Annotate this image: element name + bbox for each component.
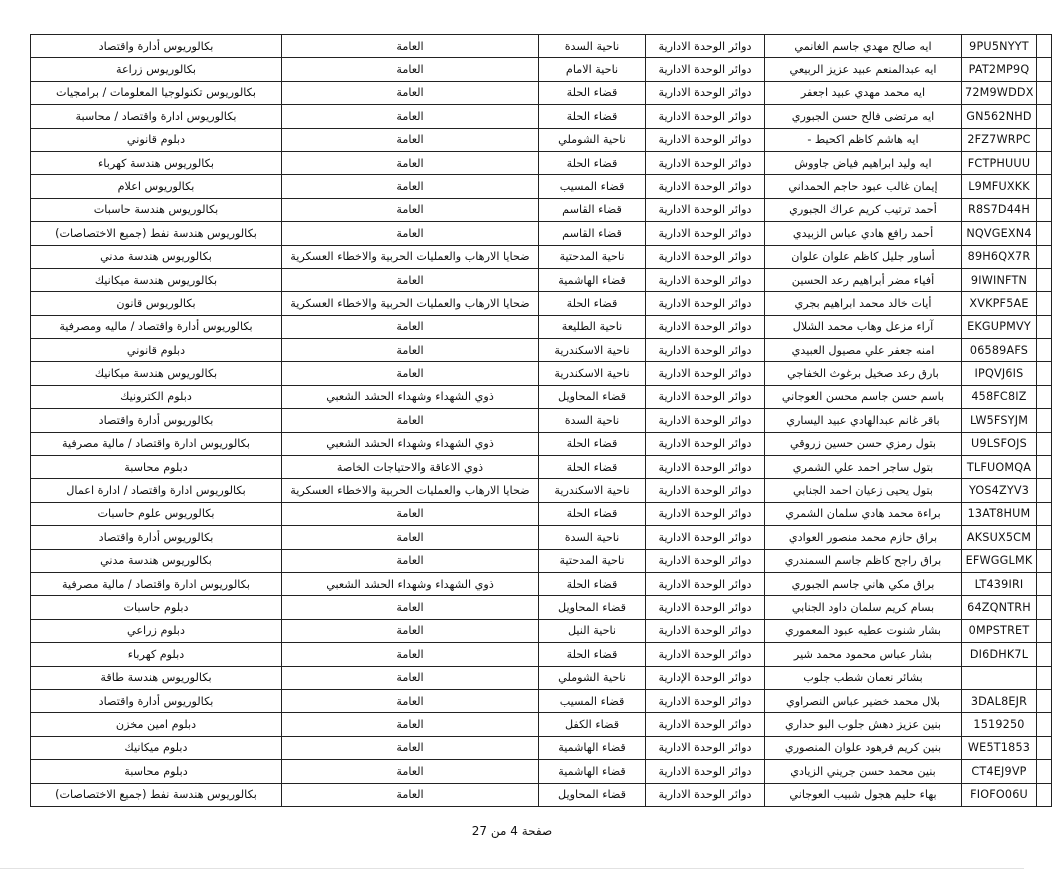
district-cell: ناحية الاسكندرية — [539, 479, 646, 502]
table-row — [31, 409, 1052, 432]
administrative-unit-cell: دوائر الوحدة الادارية — [646, 619, 765, 642]
candidate-name-cell: باقر غانم عبدالهادي عبيد اليساري — [765, 409, 962, 432]
category-cell: العامة — [282, 666, 539, 689]
administrative-unit-cell: دوائر الوحدة الادارية — [646, 456, 765, 479]
district-cell: قضاء الهاشمية — [539, 736, 646, 759]
table-row — [31, 432, 1052, 455]
row-edge-cell — [1037, 245, 1052, 268]
table-row — [31, 58, 1052, 81]
degree-cell: دبلوم حاسبات — [31, 596, 282, 619]
administrative-unit-cell: دوائر الوحدة الادارية — [646, 385, 765, 408]
row-edge-cell — [1037, 151, 1052, 174]
degree-cell: بكالوريوس هندسة ميكانيك — [31, 362, 282, 385]
candidate-name-cell: بنين عزيز دهش جلوب البو حداري — [765, 713, 962, 736]
table-row — [31, 526, 1052, 549]
row-edge-cell — [1037, 432, 1052, 455]
row-edge-cell — [1037, 502, 1052, 525]
degree-cell: بكالوريوس هندسة نفط (جميع الاختصاصات) — [31, 222, 282, 245]
administrative-unit-cell: دوائر الوحدة الادارية — [646, 572, 765, 595]
candidate-code-cell: CT4EJ9VP — [962, 760, 1037, 783]
row-edge-cell — [1037, 713, 1052, 736]
row-edge-cell — [1037, 222, 1052, 245]
degree-cell: بكالوريوس علوم حاسبات — [31, 502, 282, 525]
category-cell: ضحايا الارهاب والعمليات الحربية والاخطاء العسكرية — [282, 245, 539, 268]
district-cell: ناحية المدحتية — [539, 245, 646, 268]
administrative-unit-cell: دوائر الوحدة الادارية — [646, 549, 765, 572]
district-cell: ناحية السدة — [539, 526, 646, 549]
category-cell: العامة — [282, 502, 539, 525]
candidate-name-cell: بنين كريم فرهود علوان المنصوري — [765, 736, 962, 759]
administrative-unit-cell: دوائر الوحدة الادارية — [646, 222, 765, 245]
page-edge-line — [0, 868, 1024, 869]
table-row — [31, 643, 1052, 666]
degree-cell: بكالوريوس زراعة — [31, 58, 282, 81]
row-edge-cell — [1037, 456, 1052, 479]
candidate-name-cell: أساور جليل كاظم علوان علوان — [765, 245, 962, 268]
administrative-unit-cell: دوائر الوحدة الادارية — [646, 596, 765, 619]
table-row — [31, 502, 1052, 525]
table-row — [31, 619, 1052, 642]
degree-cell: بكالوريوس اعلام — [31, 175, 282, 198]
row-edge-cell — [1037, 783, 1052, 806]
candidate-name-cell: بسام كريم سلمان داود الجنابي — [765, 596, 962, 619]
district-cell: ناحية المدحتية — [539, 549, 646, 572]
administrative-unit-cell: دوائر الوحدة الادارية — [646, 175, 765, 198]
district-cell: قضاء المحاويل — [539, 596, 646, 619]
district-cell: قضاء الحلة — [539, 456, 646, 479]
degree-cell: بكالوريوس ادارة واقتصاد / مالية مصرفية — [31, 432, 282, 455]
candidate-name-cell: ايه صالح مهدي جاسم الغانمي — [765, 35, 962, 58]
degree-cell: دبلوم الكترونيك — [31, 385, 282, 408]
degree-cell: بكالوريوس أدارة واقتصاد — [31, 526, 282, 549]
administrative-unit-cell: دوائر الوحدة الادارية — [646, 362, 765, 385]
degree-cell: دبلوم محاسبة — [31, 456, 282, 479]
degree-cell: بكالوريوس هندسة مدني — [31, 549, 282, 572]
candidate-code-cell: LT439IRI — [962, 572, 1037, 595]
row-edge-cell — [1037, 689, 1052, 712]
row-edge-cell — [1037, 643, 1052, 666]
administrative-unit-cell: دوائر الوحدة الادارية — [646, 713, 765, 736]
administrative-unit-cell: دوائر الوحدة الادارية — [646, 479, 765, 502]
district-cell: قضاء الحلة — [539, 502, 646, 525]
degree-cell: دبلوم امين مخزن — [31, 713, 282, 736]
degree-cell: دبلوم ميكانيك — [31, 736, 282, 759]
row-edge-cell — [1037, 339, 1052, 362]
candidate-code-cell: GN562NHD — [962, 105, 1037, 128]
candidate-code-cell: XVKPF5AE — [962, 292, 1037, 315]
district-cell: ناحية السدة — [539, 409, 646, 432]
category-cell: ذوي الاعاقة والاحتياجات الخاصة — [282, 456, 539, 479]
candidate-code-cell: FIOFO06U — [962, 783, 1037, 806]
candidate-name-cell: براق حازم محمد منصور العوادي — [765, 526, 962, 549]
candidate-name-cell: بارق رعد صخيل برغوث الخفاجي — [765, 362, 962, 385]
administrative-unit-cell: دوائر الوحدة الادارية — [646, 268, 765, 291]
category-cell: العامة — [282, 315, 539, 338]
candidate-code-cell: TLFUOMQA — [962, 456, 1037, 479]
administrative-unit-cell: دوائر الوحدة الادارية — [646, 315, 765, 338]
candidate-name-cell: بشار عباس محمود محمد شير — [765, 643, 962, 666]
candidate-code-cell: 64ZQNTRH — [962, 596, 1037, 619]
row-edge-cell — [1037, 128, 1052, 151]
degree-cell: دبلوم زراعي — [31, 619, 282, 642]
candidate-code-cell: PAT2MP9Q — [962, 58, 1037, 81]
category-cell: العامة — [282, 643, 539, 666]
administrative-unit-cell: دوائر الوحدة الادارية — [646, 502, 765, 525]
row-edge-cell — [1037, 572, 1052, 595]
candidate-code-cell: U9LSFOJS — [962, 432, 1037, 455]
category-cell: العامة — [282, 35, 539, 58]
district-cell: ناحية الامام — [539, 58, 646, 81]
district-cell: قضاء المحاويل — [539, 783, 646, 806]
table-row — [31, 572, 1052, 595]
table-row — [31, 736, 1052, 759]
category-cell: العامة — [282, 713, 539, 736]
candidate-code-cell: AKSUX5CM — [962, 526, 1037, 549]
district-cell: قضاء المسيب — [539, 689, 646, 712]
category-cell: العامة — [282, 362, 539, 385]
candidate-code-cell: DI6DHK7L — [962, 643, 1037, 666]
category-cell: العامة — [282, 128, 539, 151]
table-row — [31, 713, 1052, 736]
administrative-unit-cell: دوائر الوحدة الادارية — [646, 128, 765, 151]
administrative-unit-cell: دوائر الوحدة الادارية — [646, 643, 765, 666]
row-edge-cell — [1037, 385, 1052, 408]
row-edge-cell — [1037, 292, 1052, 315]
district-cell: قضاء القاسم — [539, 222, 646, 245]
candidate-code-cell: R8S7D44H — [962, 198, 1037, 221]
candidate-code-cell: IPQVJ6IS — [962, 362, 1037, 385]
candidate-name-cell: إيمان غالب عبود حاجم الحمداني — [765, 175, 962, 198]
row-edge-cell — [1037, 175, 1052, 198]
administrative-unit-cell: دوائر الوحدة الادارية — [646, 760, 765, 783]
candidate-name-cell: باسم حسن جاسم محسن العوجاني — [765, 385, 962, 408]
degree-cell: بكالوريوس ادارة واقتصاد / محاسبة — [31, 105, 282, 128]
candidate-name-cell: أفياء مضر أبراهيم رعد الحسين — [765, 268, 962, 291]
table-row — [31, 175, 1052, 198]
candidates-table — [30, 34, 1052, 807]
table-row — [31, 760, 1052, 783]
district-cell: ناحية الاسكندرية — [539, 362, 646, 385]
degree-cell: بكالوريوس هندسة نفط (جميع الاختصاصات) — [31, 783, 282, 806]
category-cell: ذوي الشهداء وشهداء الحشد الشعبي — [282, 572, 539, 595]
district-cell: قضاء الحلة — [539, 81, 646, 104]
table-row — [31, 105, 1052, 128]
district-cell: قضاء المحاويل — [539, 385, 646, 408]
candidate-code-cell: 1519250 — [962, 713, 1037, 736]
row-edge-cell — [1037, 362, 1052, 385]
category-cell: ذوي الشهداء وشهداء الحشد الشعبي — [282, 385, 539, 408]
candidate-name-cell: أحمد ترتيب كريم عراك الجبوري — [765, 198, 962, 221]
degree-cell: بكالوريوس ادارة واقتصاد / ادارة اعمال — [31, 479, 282, 502]
district-cell: ناحية السدة — [539, 35, 646, 58]
table-row — [31, 596, 1052, 619]
table-row — [31, 292, 1052, 315]
candidate-name-cell: براق مكي هاني جاسم الجبوري — [765, 572, 962, 595]
candidate-name-cell: بنين محمد حسن جريني الزيادي — [765, 760, 962, 783]
district-cell: قضاء القاسم — [539, 198, 646, 221]
candidate-code-cell: L9MFUXKK — [962, 175, 1037, 198]
administrative-unit-cell: دوائر الوحدة الادارية — [646, 105, 765, 128]
administrative-unit-cell: دوائر الوحدة الادارية — [646, 35, 765, 58]
district-cell: قضاء المسيب — [539, 175, 646, 198]
administrative-unit-cell: دوائر الوحدة الادارية — [646, 736, 765, 759]
candidate-name-cell: بشائر نعمان شطب جلوب — [765, 666, 962, 689]
table-row — [31, 222, 1052, 245]
candidate-name-cell: ايه عبدالمنعم عبيد عزيز الربيعي — [765, 58, 962, 81]
category-cell: العامة — [282, 81, 539, 104]
candidate-name-cell: أيات خالد محمد ابراهيم بجري — [765, 292, 962, 315]
candidate-name-cell: بهاء حليم هجول شبيب العوجاني — [765, 783, 962, 806]
administrative-unit-cell: دوائر الوحدة الادارية — [646, 409, 765, 432]
table-row — [31, 783, 1052, 806]
table-row — [31, 198, 1052, 221]
candidate-name-cell: بتول يحيى زعيان احمد الجنابي — [765, 479, 962, 502]
degree-cell: دبلوم قانوني — [31, 339, 282, 362]
administrative-unit-cell: دوائر الوحدة الادارية — [646, 783, 765, 806]
candidate-name-cell: بتول رمزي حسن حسين زروقي — [765, 432, 962, 455]
administrative-unit-cell: دوائر الوحدة الادارية — [646, 58, 765, 81]
table-row — [31, 362, 1052, 385]
row-edge-cell — [1037, 35, 1052, 58]
district-cell: قضاء الحلة — [539, 151, 646, 174]
category-cell: العامة — [282, 105, 539, 128]
table-row — [31, 35, 1052, 58]
category-cell: العامة — [282, 549, 539, 572]
degree-cell: بكالوريوس قانون — [31, 292, 282, 315]
category-cell: العامة — [282, 268, 539, 291]
degree-cell: بكالوريوس هندسة حاسبات — [31, 198, 282, 221]
administrative-unit-cell: دوائر الوحدة الادارية — [646, 245, 765, 268]
candidate-code-cell — [962, 666, 1037, 689]
row-edge-cell — [1037, 198, 1052, 221]
category-cell: العامة — [282, 175, 539, 198]
table-row — [31, 689, 1052, 712]
category-cell: العامة — [282, 339, 539, 362]
row-edge-cell — [1037, 409, 1052, 432]
administrative-unit-cell: دوائر الوحدة الادارية — [646, 339, 765, 362]
district-cell: ناحية الطليعة — [539, 315, 646, 338]
degree-cell: بكالوريوس هندسة كهرباء — [31, 151, 282, 174]
table-row — [31, 81, 1052, 104]
table-row — [31, 151, 1052, 174]
row-edge-cell — [1037, 760, 1052, 783]
administrative-unit-cell: دوائر الوحدة الادارية — [646, 151, 765, 174]
candidate-name-cell: ايه وليد ابراهيم فياض جاووش — [765, 151, 962, 174]
category-cell: ضحايا الارهاب والعمليات الحربية والاخطاء العسكرية — [282, 479, 539, 502]
table-row — [31, 245, 1052, 268]
degree-cell: بكالوريوس هندسة مدني — [31, 245, 282, 268]
degree-cell: دبلوم محاسبة — [31, 760, 282, 783]
candidate-code-cell: 06589AFS — [962, 339, 1037, 362]
candidate-name-cell: براءة محمد هادي سلمان الشمري — [765, 502, 962, 525]
degree-cell: بكالوريوس أدارة واقتصاد / ماليه ومصرفية — [31, 315, 282, 338]
row-edge-cell — [1037, 81, 1052, 104]
category-cell: العامة — [282, 736, 539, 759]
administrative-unit-cell: دوائر الوحدة الادارية — [646, 526, 765, 549]
administrative-unit-cell: دوائر الوحدة الإدارية — [646, 666, 765, 689]
degree-cell: بكالوريوس تكنولوجيا المعلومات / برامجيات — [31, 81, 282, 104]
row-edge-cell — [1037, 105, 1052, 128]
row-edge-cell — [1037, 526, 1052, 549]
table-row — [31, 268, 1052, 291]
candidate-code-cell: 9PU5NYYT — [962, 35, 1037, 58]
row-edge-cell — [1037, 736, 1052, 759]
row-edge-cell — [1037, 619, 1052, 642]
category-cell: ذوي الشهداء وشهداء الحشد الشعبي — [282, 432, 539, 455]
district-cell: قضاء الحلة — [539, 432, 646, 455]
table-row — [31, 456, 1052, 479]
district-cell: قضاء الكفل — [539, 713, 646, 736]
candidate-code-cell: FCTPHUUU — [962, 151, 1037, 174]
candidates-table-body — [31, 35, 1052, 807]
district-cell: قضاء الحلة — [539, 643, 646, 666]
degree-cell: بكالوريوس أدارة واقتصاد — [31, 35, 282, 58]
row-edge-cell — [1037, 549, 1052, 572]
row-edge-cell — [1037, 268, 1052, 291]
district-cell: ناحية الشوملي — [539, 128, 646, 151]
table-row — [31, 549, 1052, 572]
category-cell: العامة — [282, 596, 539, 619]
category-cell: العامة — [282, 58, 539, 81]
category-cell: ضحايا الارهاب والعمليات الحربية والاخطاء العسكرية — [282, 292, 539, 315]
category-cell: العامة — [282, 783, 539, 806]
category-cell: العامة — [282, 222, 539, 245]
table-row — [31, 385, 1052, 408]
candidate-name-cell: آراء مزعل وهاب محمد الشلال — [765, 315, 962, 338]
candidate-code-cell: 2FZ7WRPC — [962, 128, 1037, 151]
candidate-code-cell: NQVGEXN4 — [962, 222, 1037, 245]
degree-cell: بكالوريوس هندسة ميكانيك — [31, 268, 282, 291]
table-row — [31, 479, 1052, 502]
candidate-code-cell: EKGUPMVY — [962, 315, 1037, 338]
candidate-code-cell: YOS4ZYV3 — [962, 479, 1037, 502]
degree-cell: دبلوم قانوني — [31, 128, 282, 151]
category-cell: العامة — [282, 619, 539, 642]
degree-cell: بكالوريوس ادارة واقتصاد / مالية مصرفية — [31, 572, 282, 595]
category-cell: العامة — [282, 689, 539, 712]
administrative-unit-cell: دوائر الوحدة الادارية — [646, 292, 765, 315]
district-cell: قضاء الحلة — [539, 292, 646, 315]
degree-cell: بكالوريوس هندسة طاقة — [31, 666, 282, 689]
table-row — [31, 339, 1052, 362]
degree-cell: بكالوريوس أدارة واقتصاد — [31, 409, 282, 432]
candidate-name-cell: بشار شنوت عطيه عبود المعموري — [765, 619, 962, 642]
administrative-unit-cell: دوائر الوحدة الادارية — [646, 432, 765, 455]
candidate-code-cell: WE5T1853 — [962, 736, 1037, 759]
candidate-code-cell: 9IWINFTN — [962, 268, 1037, 291]
candidate-name-cell: براق راجح كاظم جاسم السمندري — [765, 549, 962, 572]
degree-cell: بكالوريوس أدارة واقتصاد — [31, 689, 282, 712]
candidate-name-cell: امنه جعفر علي مصيول العبيدي — [765, 339, 962, 362]
candidate-code-cell: LW5FSYJM — [962, 409, 1037, 432]
row-edge-cell — [1037, 666, 1052, 689]
district-cell: ناحية الشوملي — [539, 666, 646, 689]
candidate-code-cell: EFWGGLMK — [962, 549, 1037, 572]
page-number: صفحة 4 من 27 — [471, 824, 553, 838]
district-cell: ناحية الاسكندرية — [539, 339, 646, 362]
category-cell: العامة — [282, 760, 539, 783]
district-cell: قضاء الهاشمية — [539, 760, 646, 783]
category-cell: العامة — [282, 151, 539, 174]
candidate-code-cell: 0MPSTRET — [962, 619, 1037, 642]
row-edge-cell — [1037, 58, 1052, 81]
table-row — [31, 666, 1052, 689]
candidate-code-cell: 72M9WDDX — [962, 81, 1037, 104]
row-edge-cell — [1037, 315, 1052, 338]
candidate-name-cell: ايه مرتضى فالح حسن الجبوري — [765, 105, 962, 128]
district-cell: قضاء الحلة — [539, 105, 646, 128]
candidate-name-cell: ايه هاشم كاظم اكحيط - — [765, 128, 962, 151]
administrative-unit-cell: دوائر الوحدة الادارية — [646, 689, 765, 712]
row-edge-cell — [1037, 479, 1052, 502]
degree-cell: دبلوم كهرباء — [31, 643, 282, 666]
district-cell: قضاء الهاشمية — [539, 268, 646, 291]
table-row — [31, 128, 1052, 151]
administrative-unit-cell: دوائر الوحدة الادارية — [646, 81, 765, 104]
category-cell: العامة — [282, 526, 539, 549]
category-cell: العامة — [282, 198, 539, 221]
district-cell: قضاء الحلة — [539, 572, 646, 595]
administrative-unit-cell: دوائر الوحدة الادارية — [646, 198, 765, 221]
candidate-code-cell: 13AT8HUM — [962, 502, 1037, 525]
category-cell: العامة — [282, 409, 539, 432]
candidate-name-cell: بتول ساجر احمد علي الشمري — [765, 456, 962, 479]
candidate-name-cell: أحمد رافع هادي عباس الزبيدي — [765, 222, 962, 245]
table-row — [31, 315, 1052, 338]
row-edge-cell — [1037, 596, 1052, 619]
candidate-code-cell: 3DAL8EJR — [962, 689, 1037, 712]
candidate-code-cell: 89H6QX7R — [962, 245, 1037, 268]
district-cell: ناحية النيل — [539, 619, 646, 642]
candidate-name-cell: بلال محمد خضير عباس النصراوي — [765, 689, 962, 712]
candidate-code-cell: 458FC8IZ — [962, 385, 1037, 408]
candidate-name-cell: ايه محمد مهدي عبيد اجعفر — [765, 81, 962, 104]
